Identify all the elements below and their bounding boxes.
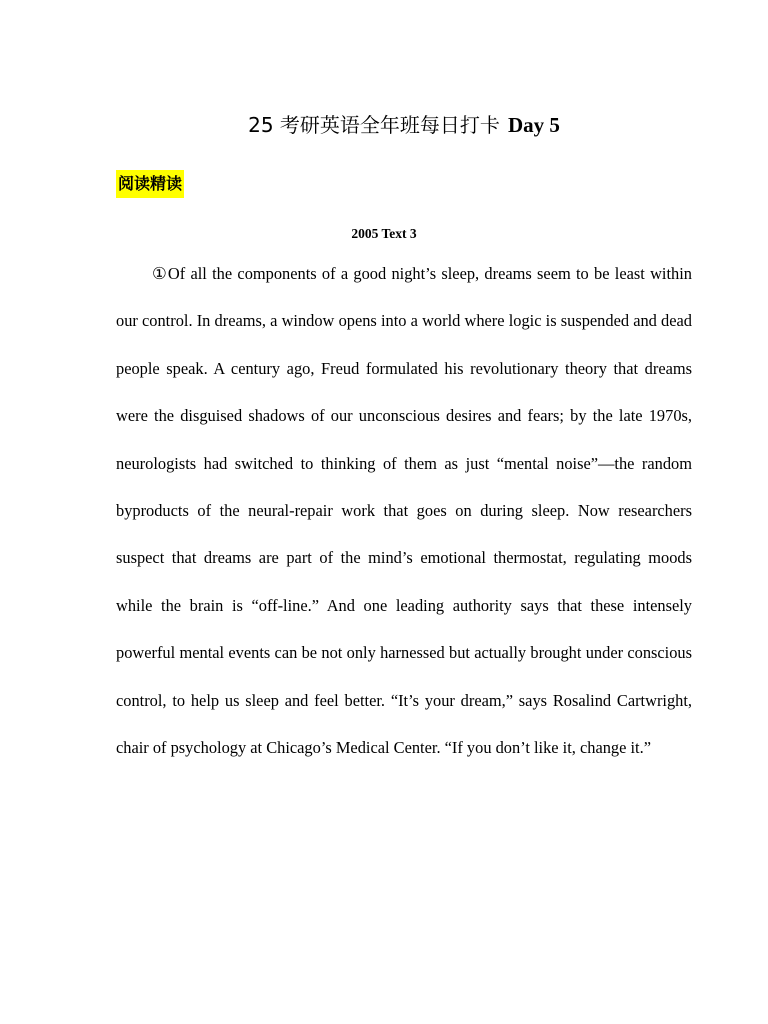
page-title-text: 25 考研英语全年班每日打卡 [248, 113, 500, 137]
section-label-highlight: 阅读精读 [116, 170, 184, 198]
passage-paragraph: ①Of all the components of a good night’s sleep, dreams seem to be least within our control. In dreams, a window opens into a world where logic is suspended and dead people speak. A century ago, Freud formulated his revolutionary theory that dreams were the disguised shadows of our unconscious desires and fears; by the late 1970s, neurologists had switched to thinking of them as just “mental noise”—the random byproducts of the neural-repair work that goes on during sleep. Now researchers suspect that dreams are part of the mind’s emotional thermostat, regulating moods while the brain is “off-line.” And one leading authority says that these intensely powerful mental events can be not only harnessed but actually brought under conscious control, to help us sleep and feel better. “It’s your dream,” says Rosalind Cartwright, chair of psychology at Chicago’s Medical Center. “If you don’t like it, change it.” [116, 264, 692, 758]
passage-heading: 2005 Text 3 [351, 226, 417, 241]
page-title-day: Day 5 [507, 113, 560, 137]
page-title [116, 110, 692, 140]
